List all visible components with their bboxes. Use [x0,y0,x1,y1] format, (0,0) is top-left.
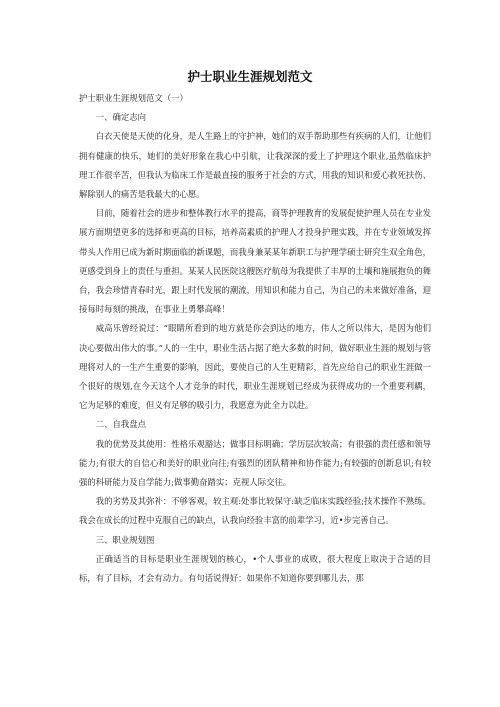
document-title: 护士职业生涯规划范文 [187,69,313,84]
paragraph: 三、职业规划图 [95,534,155,545]
document-body [79,89,431,588]
paragraph: 正确适当的目标是职业生涯规划的核心，•个人事业的成败，很大程度上取决于合适的目标，有了目标，才会有动力。有句话说得好：如果你不知道你要到哪儿去，那 [79,553,431,584]
paragraph: 我的劣势及其弥补：不够客观，较主观:处事比较保守:缺乏临床实践经验;技术操作不熟练。我会在成长的过程中克服自己的缺点，认我向经验丰富的前辈学习，近•步完善自己。 [79,496,431,526]
paragraph: 护士职业生涯规划范文（一） [79,93,188,103]
paragraph: 威高乐曾经说过：“眼睛所看到的地方就是你会到达的地方，伟人之所以伟大，是因为他们决心要做出伟大的事。”人的一生中，职业生活占据了绝大多数的时间，做好职业生涯的规划与管理将对人的一生产生重要的影响，因此，要使自己的人生更精彩，首先应给自己的职业生涯做一个很好的规划,在今天这个人才竞争的时代，职业生涯规划已经成为获得成功的一个重要利耦，它为足够的难度，但义有足够的吸引力，我愿意为此全力以赴。 [79,323,431,411]
paragraph: 一、确定志向 [95,112,147,123]
paragraph: 白衣天使是天使的化身，是人生路上的守护神，她们的双手帮助那些有疾病的人们，让他们拥有健康的快乐，她们的美好形象在我心中引航，让我深深的爱上了护理这个职业,虽然临床护理工作很辛苦，但我认为临床工作是最直接的服务于社会的方式，用我的知识和爱心救死扶伤、解除别人的痛苦是我最大的心愿。 [79,131,431,200]
paragraph: 目前，随着社会的进步和整体教行水平的提高，商等护理教育的发展促使护理人员在专业发展方面期望更多的选择和更高的目标，培养高素质的护理人才投身护理实践，并在专业领域发挥带头人作用已成为新时期面临的新课题，而我身兼某某年新职工与护理学硕士研究生双全角色，更感受到身上的责任与重担。某某人民医院这艘医疗航母为我提供了丰厚的土壤和施展抱负的舞台，我会珍惜青春时光，跟上时代发展的潮流，用知识和能力自己，为自己的未来做好准备，迎接每时每刻的挑战，在事业上勇攀高峰！ [79,208,431,315]
paragraph: 二、自我盘点 [95,419,147,430]
paragraph: 我的优势及其使用：性格乐观豁达；做事目标明确；学历层次较高；有很强的责任感和领导能力;有很大的自信心和美好的职业向往;有强烈的团队精神和协作能力;有较强的创新息识;有较强的科研能力及自学能力;做事勤奋踏实；克视人际交往。 [79,438,431,488]
